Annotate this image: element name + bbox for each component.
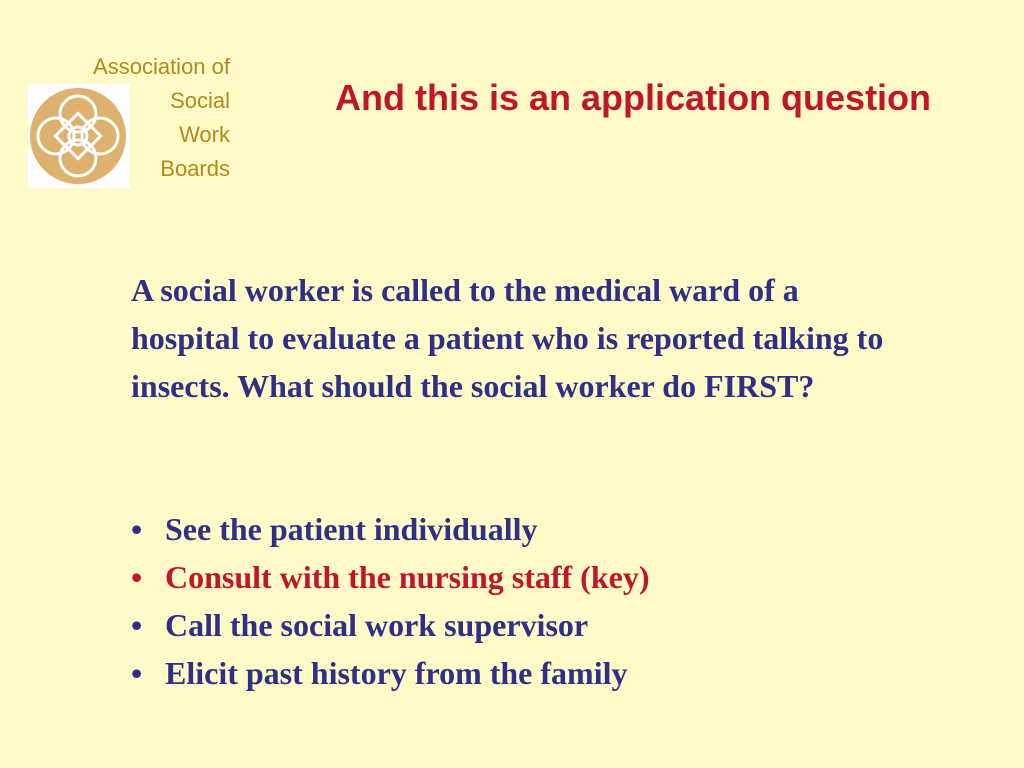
- question-stem: A social worker is called to the medical ward of a hospital to evaluate a patient who is reported talking to insects. What should the social worker do FIRST?: [131, 272, 884, 404]
- answer-option-text: See the patient individually: [165, 511, 538, 547]
- slide-title: And this is an application question: [335, 77, 932, 118]
- bullet-icon: •: [131, 607, 143, 643]
- answer-option: [131, 505, 901, 553]
- answer-option: [131, 601, 901, 649]
- bullet-icon: •: [131, 511, 143, 547]
- org-name-line: Social: [170, 88, 230, 113]
- org-name-line: Boards: [160, 156, 230, 181]
- org-name-line: Work: [179, 122, 230, 147]
- answer-option-text: Call the social work supervisor: [165, 607, 589, 643]
- bullet-icon: •: [131, 655, 143, 691]
- answer-option-text: Elicit past history from the family: [165, 655, 628, 691]
- answer-option: [131, 649, 901, 697]
- answer-option-key: [131, 553, 901, 601]
- org-name-line: Association of: [93, 54, 230, 79]
- answer-options: [131, 505, 901, 697]
- answer-option-text: Consult with the nursing staff (key): [165, 559, 650, 595]
- bullet-icon: •: [131, 559, 143, 595]
- organization-name: [28, 50, 230, 186]
